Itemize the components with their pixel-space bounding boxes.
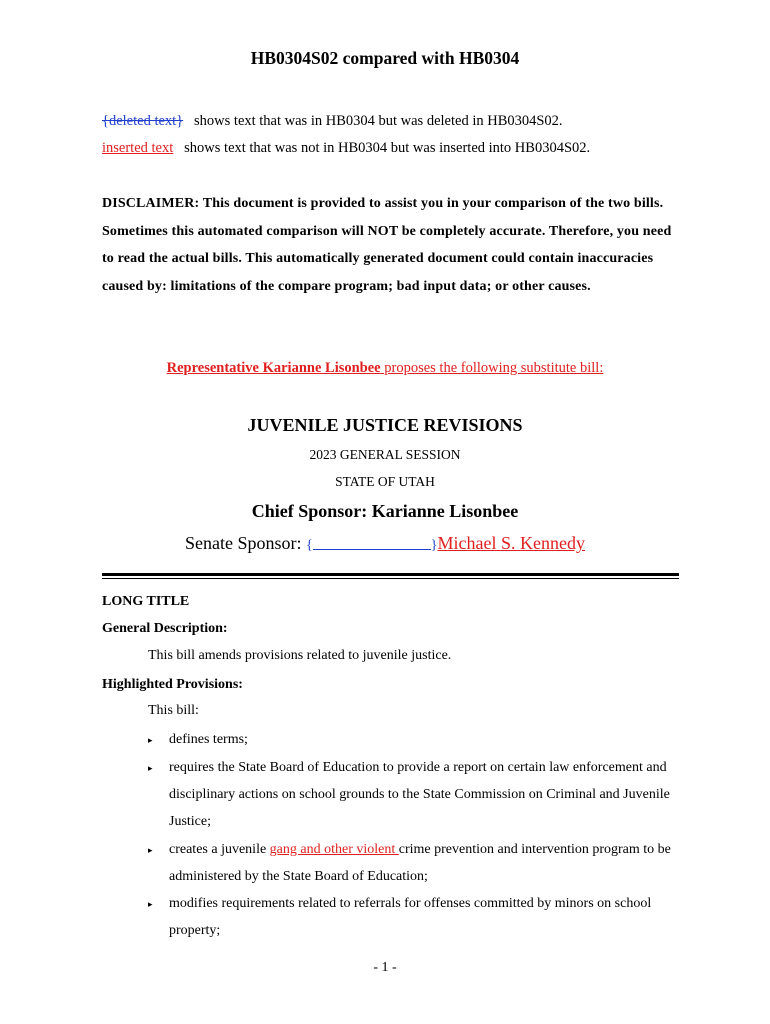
substitute-sponsor: Representative Karianne Lisonbee	[166, 360, 381, 376]
bullet-icon: ▸	[148, 763, 153, 773]
inserted-text-sample: inserted text	[102, 140, 174, 156]
provision-item: requires the State Board of Education to provide a report on certain law enforcement and disciplinary actions on school grounds to the State Commission on Criminal and Juvenile Justice;	[169, 760, 670, 829]
legend-deleted	[102, 113, 563, 130]
provisions-intro: This bill:	[148, 703, 199, 718]
provision-inserted-text: gang and other violent	[269, 842, 399, 857]
provision-item	[169, 836, 684, 890]
senate-sponsor-line	[0, 533, 770, 554]
provision-text: creates a juvenile	[169, 842, 270, 857]
bill-title: JUVENILE JUSTICE REVISIONS	[247, 415, 523, 435]
divider-thick	[102, 573, 679, 576]
document-title: HB0304S02 compared with HB0304	[250, 48, 520, 68]
provision-item: defines terms;	[169, 732, 248, 747]
highlighted-provisions-heading: Highlighted Provisions:	[102, 677, 243, 692]
provision-item: modifies requirements related to referrals for offenses committed by minors on school property;	[169, 896, 652, 938]
senate-deleted-open: {	[306, 538, 313, 553]
page-number: - 1 -	[373, 960, 397, 975]
long-title-heading: LONG TITLE	[102, 594, 190, 609]
senate-deleted-placeholder	[313, 539, 431, 550]
bill-session: 2023 GENERAL SESSION	[309, 447, 461, 462]
substitute-bill-line	[0, 360, 770, 377]
general-description-text: This bill amends provisions related to juvenile justice.	[148, 648, 452, 663]
chief-sponsor: Chief Sponsor: Karianne Lisonbee	[251, 501, 519, 521]
legend-inserted	[102, 140, 590, 157]
provision-text: crime prevention and intervention program to be administered by the State Board of Education;	[169, 842, 671, 884]
senate-deleted-close: }	[430, 538, 438, 553]
bullet-icon: ▸	[148, 899, 153, 909]
general-description-heading: General Description:	[102, 621, 228, 636]
disclaimer: DISCLAIMER: This document is provided to assist you in your comparison of the two bills. Sometimes this automated comparison will NOT be completely accurate. Therefore, you need to read the actual bills. This automatically generated document could contain inaccuracies caused by: limitations of the compare program; bad input data; or other causes.	[102, 196, 672, 294]
senate-sponsor-label: Senate Sponsor:	[185, 533, 307, 553]
senate-sponsor-inserted: Michael S. Kennedy	[437, 533, 585, 553]
bullet-icon: ▸	[148, 735, 153, 745]
bullet-icon: ▸	[148, 845, 153, 855]
deleted-text-sample: {deleted text}	[102, 113, 184, 129]
bill-state: STATE OF UTAH	[335, 474, 435, 489]
deleted-text-description: shows text that was in HB0304 but was deleted in HB0304S02.	[194, 113, 563, 129]
substitute-text: proposes the following substitute bill:	[380, 360, 604, 376]
divider-thin	[102, 578, 679, 579]
inserted-text-description: shows text that was not in HB0304 but was inserted into HB0304S02.	[184, 140, 591, 156]
